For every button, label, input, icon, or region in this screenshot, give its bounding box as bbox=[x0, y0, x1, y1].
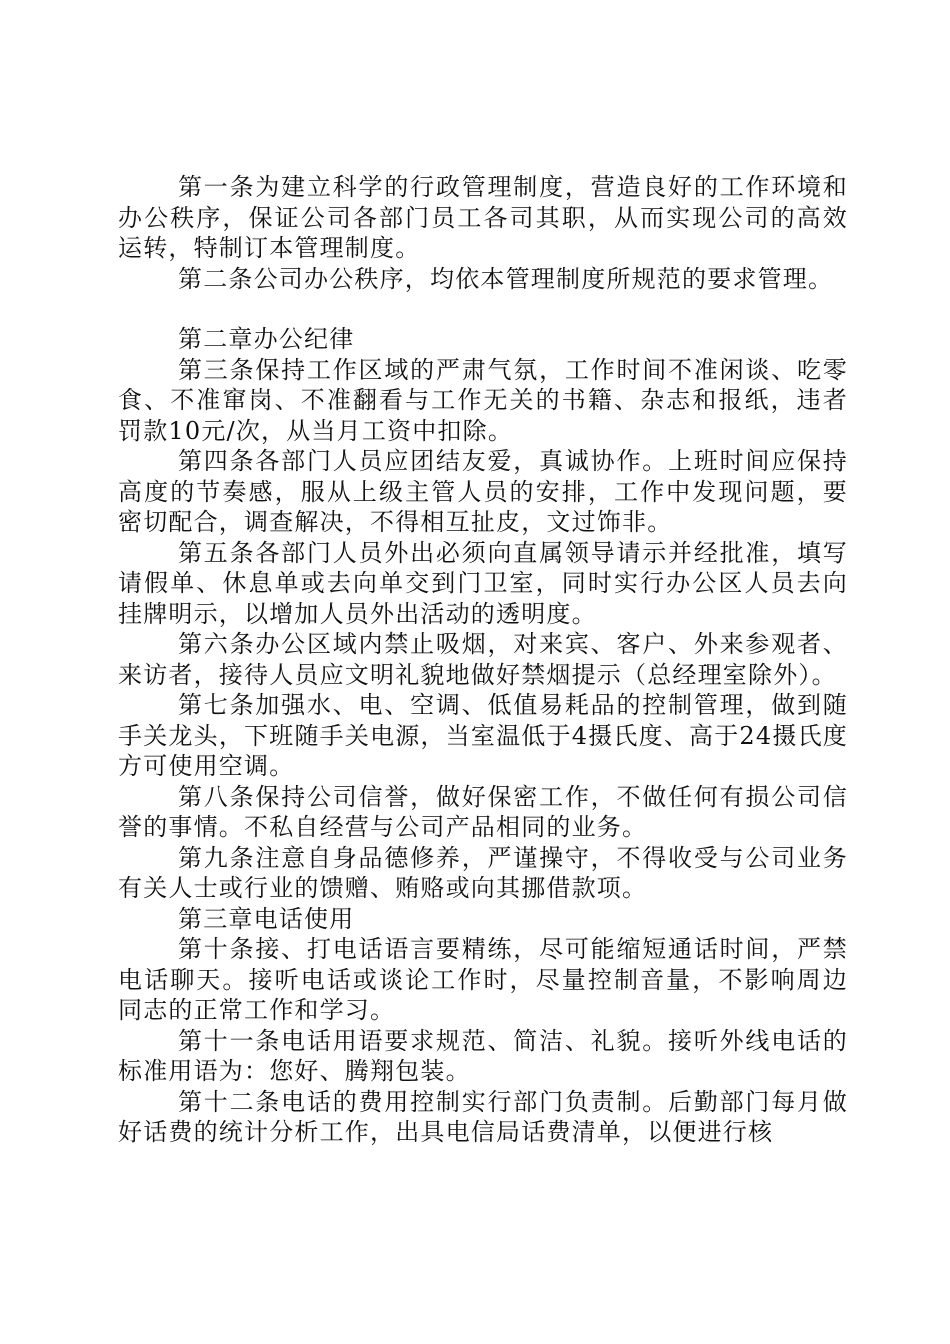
article-10: 第十条接、打电话语言要精练，尽可能缩短通话时间，严禁电话聊天。接听电话或谈论工作时，尽量控制音量，不影响周边同志的正常工作和学习。 bbox=[118, 935, 848, 1024]
article-6: 第六条办公区域内禁止吸烟，对来宾、客户、外来参观者、来访者，接待人员应文明礼貌地做好禁烟提示（总经理室除外）。 bbox=[118, 630, 848, 689]
article-3: 第三条保持工作区域的严肃气氛，工作时间不准闲谈、吃零食、不准窜岗、不准翻看与工作无关的书籍、杂志和报纸，违者罚款10元/次，从当月工资中扣除。 bbox=[118, 355, 848, 445]
article-11: 第十一条电话用语要求规范、简洁、礼貌。接听外线电话的标准用语为：您好、腾翔包装。 bbox=[118, 1026, 848, 1085]
article-7: 第七条加强水、电、空调、低值易耗品的控制管理，做到随手关龙头，下班随手关电源，当室温低于4摄氏度、高于24摄氏度方可使用空调。 bbox=[118, 691, 848, 780]
article-12: 第十二条电话的费用控制实行部门负责制。后勤部门每月做好话费的统计分析工作，出具电信局话费清单，以便进行核 bbox=[118, 1087, 848, 1146]
article-4: 第四条各部门人员应团结友爱，真诚协作。上班时间应保持高度的节奏感，服从上级主管人员的安排，工作中发现问题，要密切配合，调查解决，不得相互扯皮，文过饰非。 bbox=[118, 447, 848, 536]
article-1: 第一条为建立科学的行政管理制度，营造良好的工作环境和办公秩序，保证公司各部门员工各司其职，从而实现公司的高效运转，特制订本管理制度。 bbox=[118, 173, 848, 262]
chapter-heading-2: 第二章办公纪律 bbox=[178, 325, 355, 353]
article-2: 第二条公司办公秩序，均依本管理制度所规范的要求管理。 bbox=[178, 264, 834, 293]
document-body bbox=[118, 172, 848, 1148]
article-9: 第九条注意自身品德修养，严谨操守，不得收受与公司业务有关人士或行业的馈赠、贿赂或向其挪借款项。 bbox=[118, 843, 848, 902]
chapter-heading-3: 第三章电话使用 bbox=[178, 904, 355, 933]
article-8: 第八条保持公司信誉，做好保密工作，不做任何有损公司信誉的事情。不私自经营与公司产品相同的业务。 bbox=[118, 782, 848, 841]
article-5: 第五条各部门人员外出必须向直属领导请示并经批准，填写请假单、休息单或去向单交到门卫室，同时实行办公区人员去向挂牌明示，以增加人员外出活动的透明度。 bbox=[118, 538, 848, 628]
paragraph-gap bbox=[118, 294, 848, 324]
